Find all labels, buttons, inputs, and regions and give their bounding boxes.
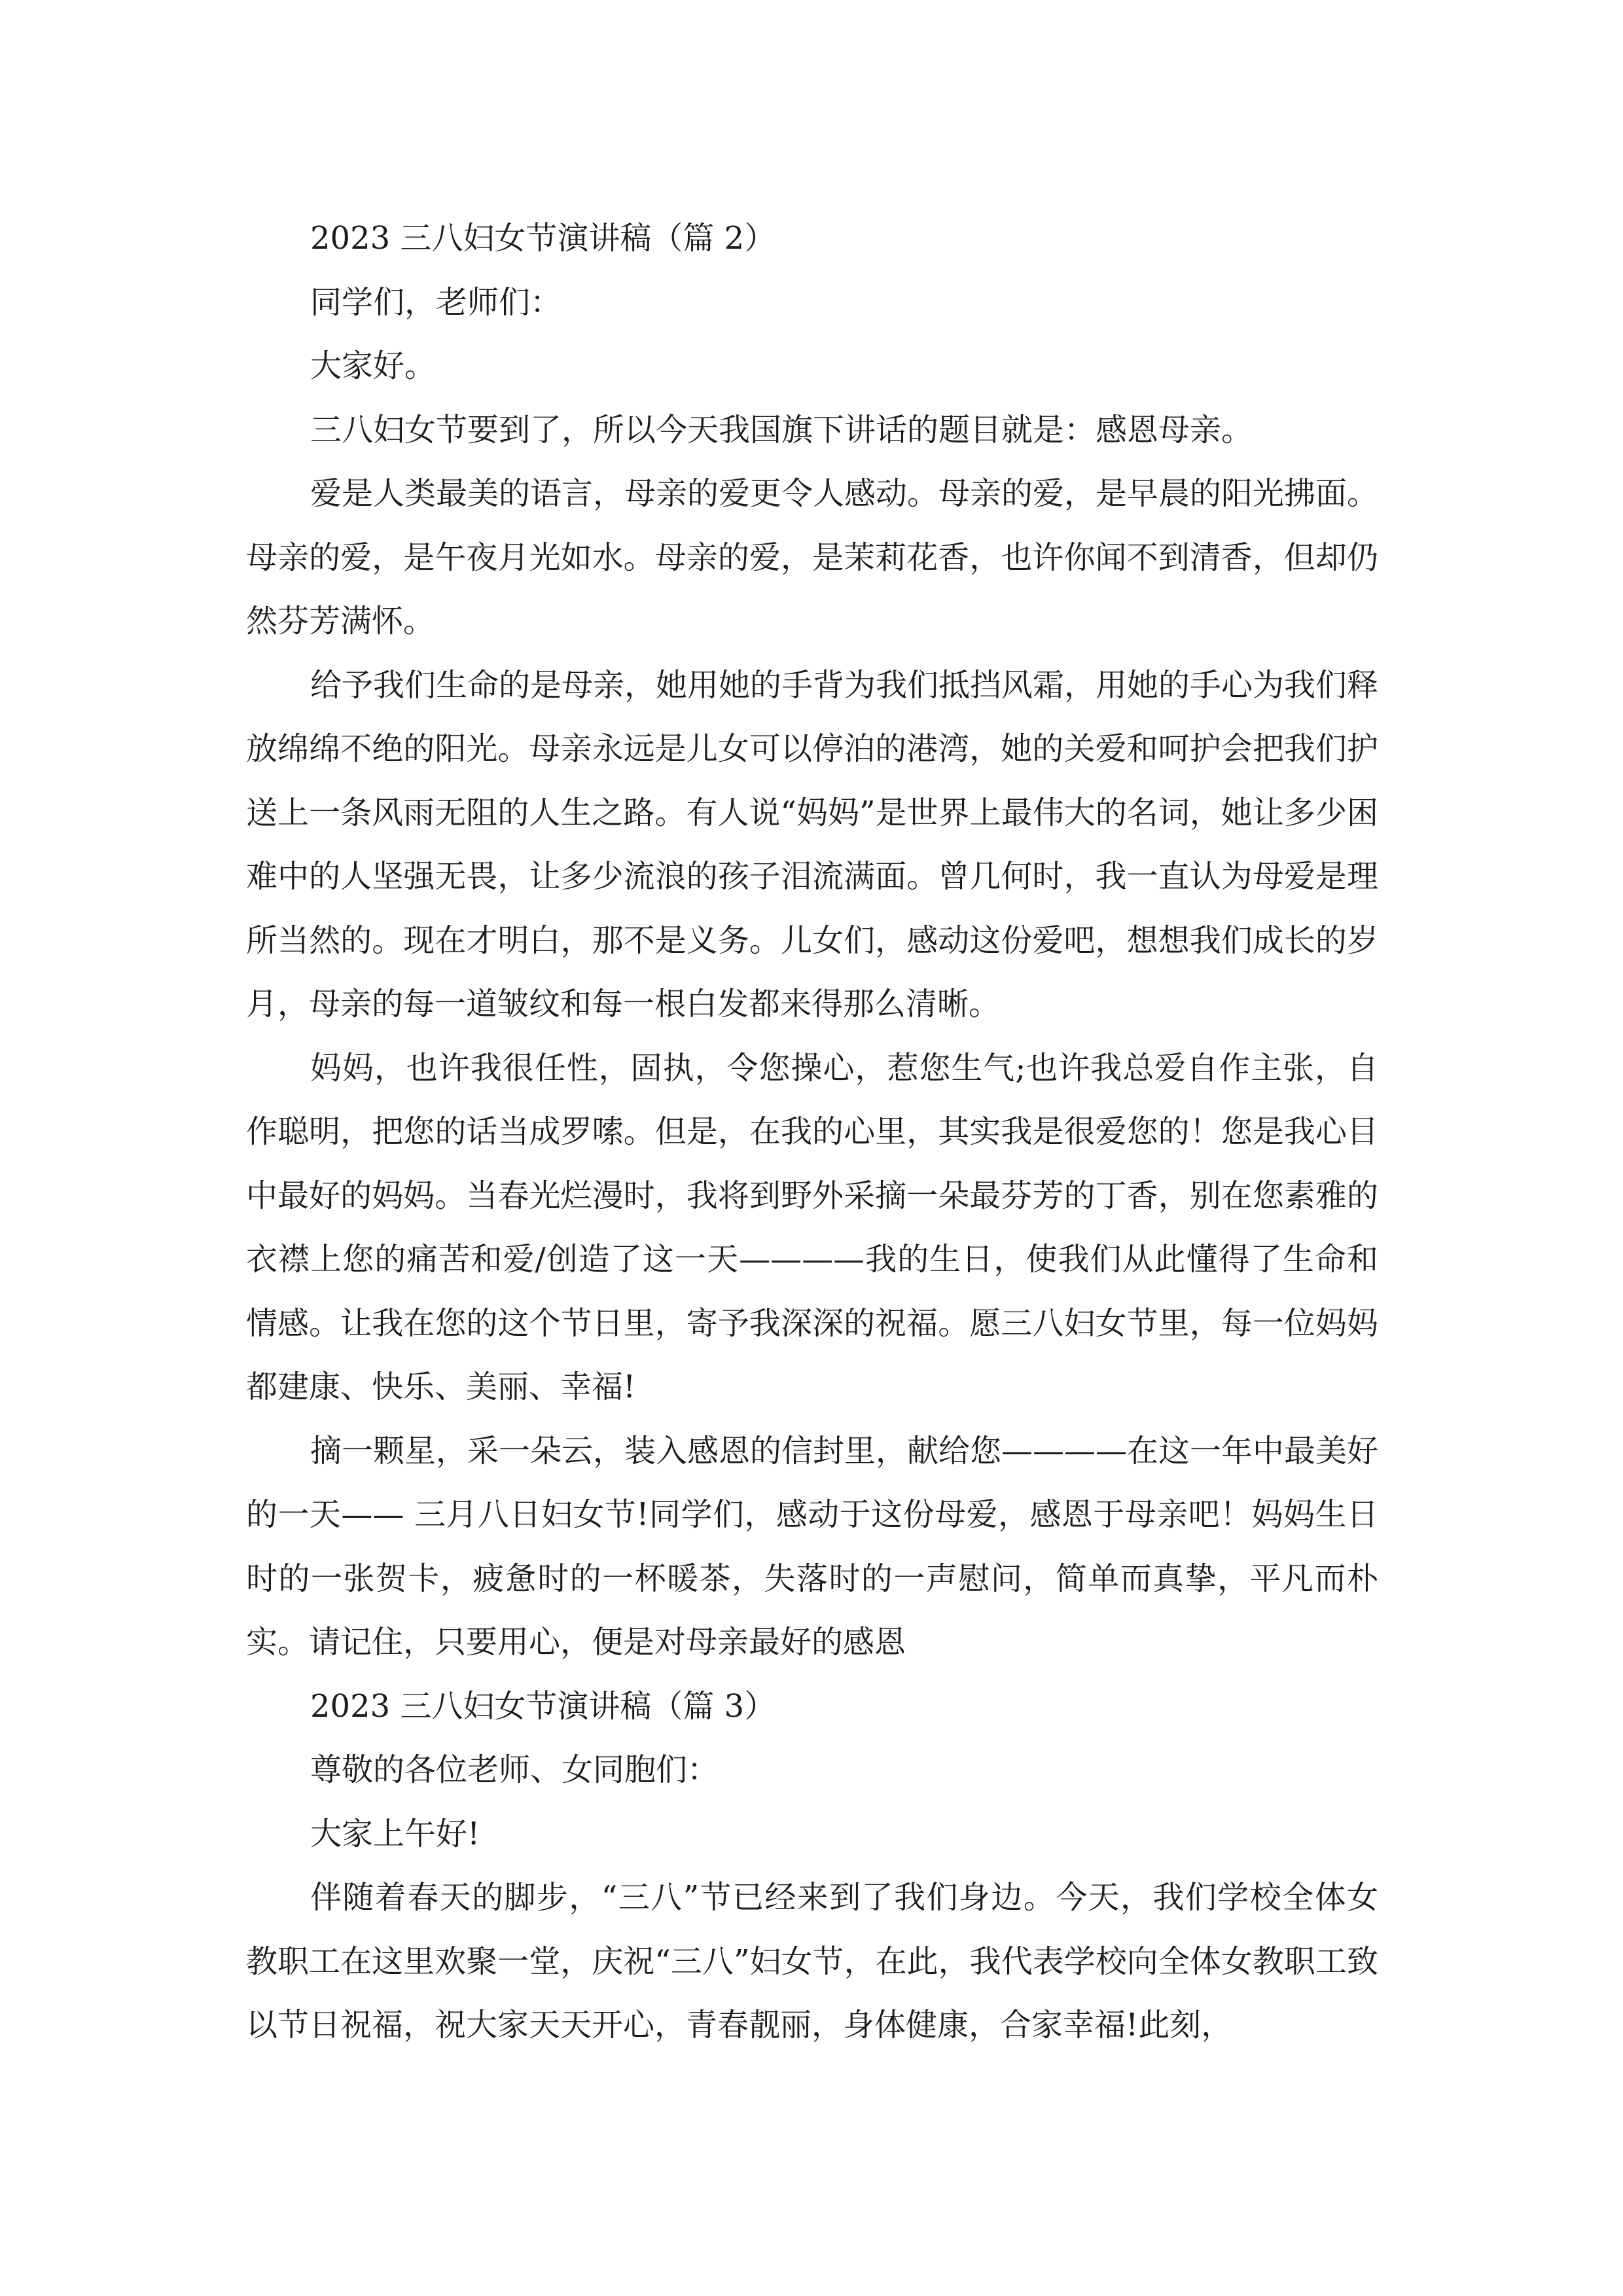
paragraph: 伴随着春天的脚步，“三八”节已经来到了我们身边。今天，我们学校全体女教职工在这里欢聚一堂，庆祝“三八”妇女节，在此，我代表学校向全体女教职工致以节日祝福，祝大家天天开心，青春靓丽，身体健康，合家幸福!此刻， (246, 1879, 1378, 2043)
paragraph: 三八妇女节要到了，所以今天我国旗下讲话的题目就是：感恩母亲。 (310, 411, 1253, 448)
paragraph: 爱是人类最美的语言，母亲的爱更令人感动。母亲的爱，是早晨的阳光拂面。母亲的爱，是午夜月光如水。母亲的爱，是茉莉花香，也许你闻不到清香，但却仍然芬芳满怀。 (246, 475, 1379, 639)
paragraph: 给予我们生命的是母亲，她用她的手背为我们抵挡风霜，用她的手心为我们释放绵绵不绝的阳光。母亲永远是儿女可以停泊的港湾，她的关爱和呵护会把我们护送上一条风雨无阻的人生之路。有人说“妈妈”是世界上最伟大的名词，她让多少困难中的人坚强无畏，让多少流浪的孩子泪流满面。曾几何时，我一直认为母爱是理所当然的。现在才明白，那不是义务。儿女们，感动这份爱吧，想想我们成长的岁月，母亲的每一道皱纹和每一根白发都来得那么清晰。 (246, 666, 1379, 1022)
greeting: 大家上午好! (310, 1815, 480, 1852)
salutation: 尊敬的各位老师、女同胞们： (310, 1751, 719, 1788)
section-heading: 2023 三八妇女节演讲稿（篇 3） (310, 1687, 776, 1725)
document-body (246, 207, 1378, 2058)
greeting: 大家好。 (310, 348, 437, 384)
paragraph: 妈妈，也许我很任性，固执，令您操心，惹您生气;也许我总爱自作主张，自作聪明，把您的话当成罗嗦。但是，在我的心里，其实我是很爱您的！您是我心目中最好的妈妈。当春光烂漫时，我将到野外采摘一朵最芬芳的丁香，别在您素雅的衣襟上您的痛苦和爱/创造了这一天————我的生日，使我们从此懂得了生命和情感。让我在您的这个节日里，寄予我深深的祝福。愿三八妇女节里，每一位妈妈都建康、快乐、美丽、幸福! (246, 1049, 1378, 1405)
salutation: 同学们，老师们： (310, 283, 562, 321)
section-heading: 2023 三八妇女节演讲稿（篇 2） (310, 220, 776, 257)
paragraph: 摘一颗星，采一朵云，装入感恩的信封里，献给您————在这一年中最美好的一天—— 三月八日妇女节!同学们，感动于这份母爱，感恩于母亲吧！妈妈生日时的一张贺卡，疲惫时的一杯暖茶，失落时的一声慰问，简单而真挚，平凡而朴实。请记住，只要用心，便是对母亲最好的感恩 (246, 1432, 1379, 1660)
